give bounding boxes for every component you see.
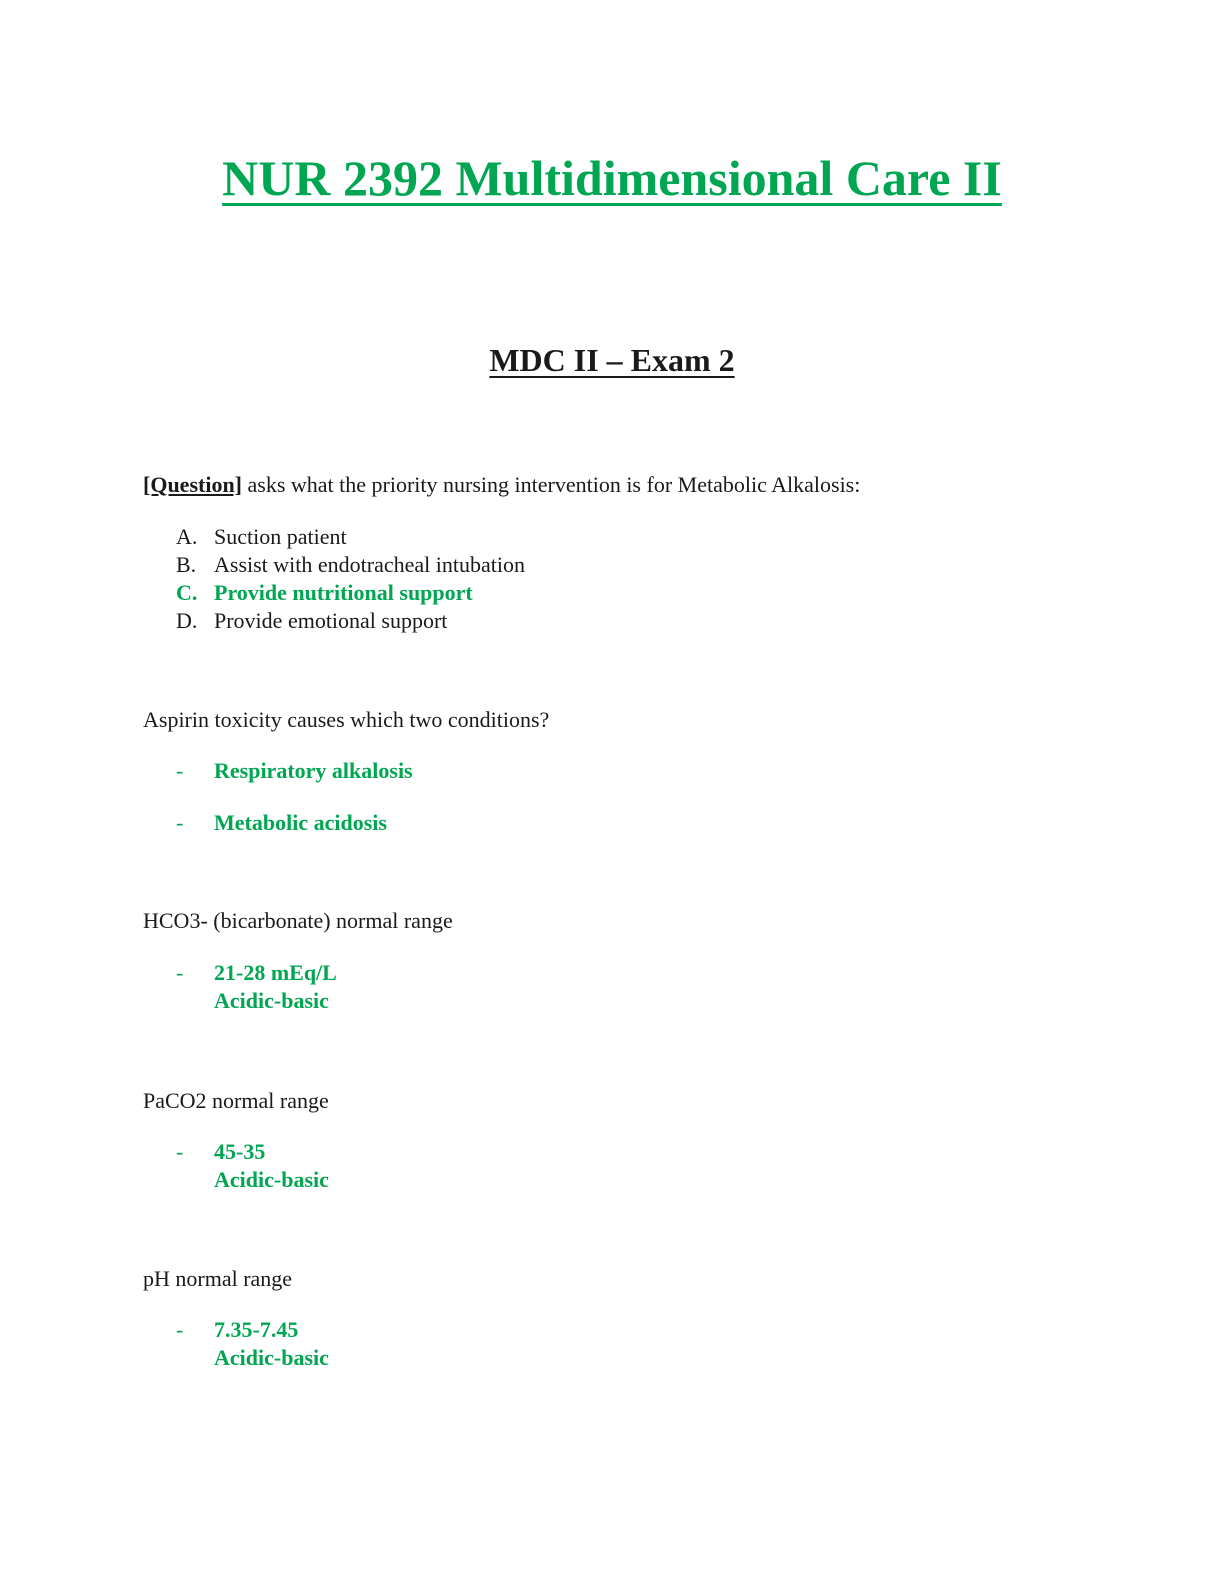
question-1-options — [176, 523, 525, 635]
option-a: A. Suction patient — [176, 524, 347, 549]
option-c-correct: C. Provide nutritional support — [176, 580, 473, 605]
answer-item: - Respiratory alkalosis — [176, 758, 413, 783]
answer-item: - Metabolic acidosis — [176, 810, 387, 835]
document-title: NUR 2392 Multidimensional Care II — [222, 150, 1002, 206]
question-2: Aspirin toxicity causes which two conditions? — [143, 707, 550, 732]
answer-item: - 21-28 mEq/L Acidic-basic — [176, 960, 337, 1013]
question-label: [Question] — [143, 472, 242, 497]
exam-subtitle: MDC II – Exam 2 — [489, 342, 735, 378]
question-1-text: asks what the priority nursing intervention is for Metabolic Alkalosis: — [242, 472, 861, 497]
question-3-answer — [176, 959, 337, 1039]
option-d: D. Provide emotional support — [176, 608, 448, 633]
question-5-answer — [176, 1316, 329, 1396]
answer-item: - 7.35-7.45 Acidic-basic — [176, 1317, 329, 1370]
question-4: PaCO2 normal range — [143, 1088, 329, 1113]
question-4-answer — [176, 1138, 329, 1218]
answer-item: - 45-35 Acidic-basic — [176, 1139, 329, 1192]
question-1 — [143, 471, 860, 499]
question-5: pH normal range — [143, 1266, 293, 1291]
question-3: HCO3- (bicarbonate) normal range — [143, 908, 453, 933]
option-b: B. Assist with endotracheal intubation — [176, 552, 525, 577]
question-2-answers — [176, 757, 413, 861]
